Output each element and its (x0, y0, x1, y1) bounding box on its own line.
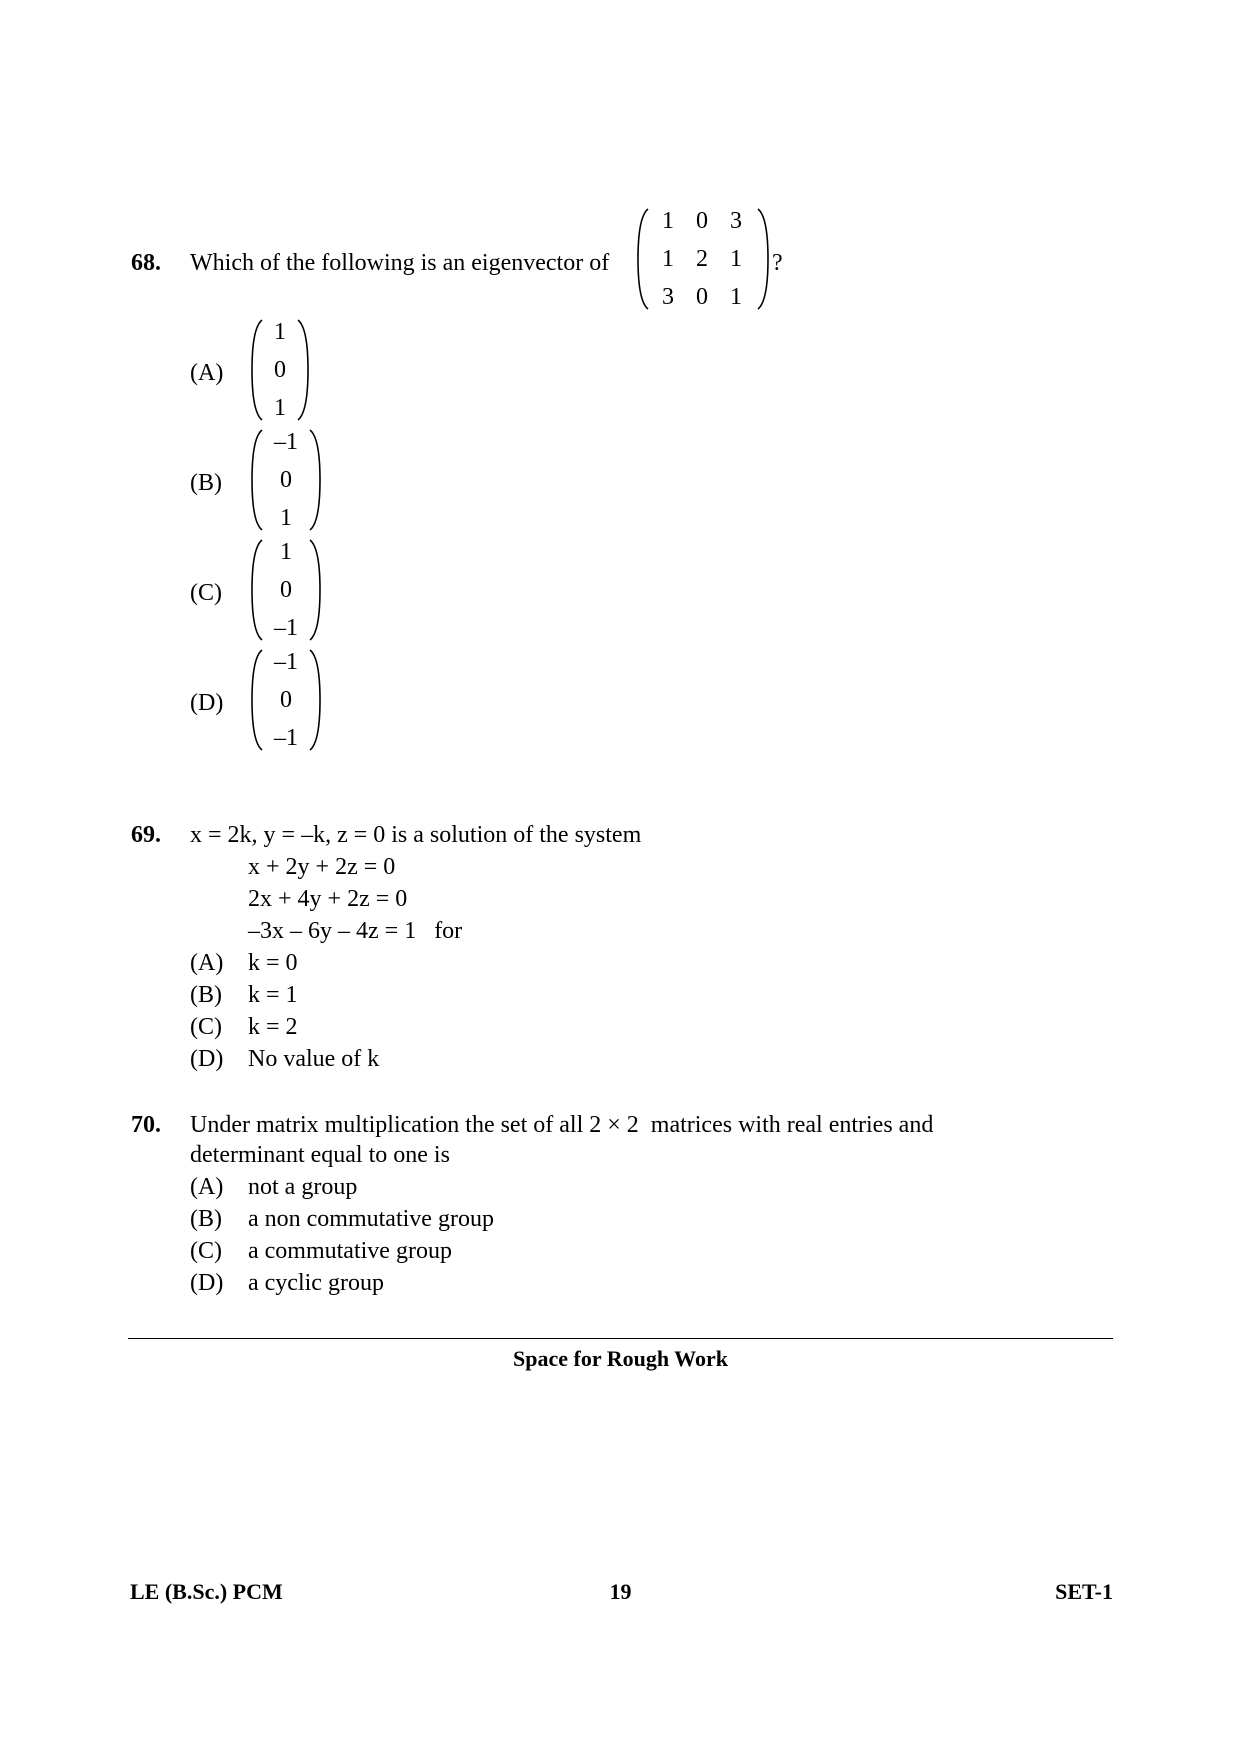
option-69-c-text: k = 2 (248, 1014, 298, 1040)
vector-cell: 0 (280, 687, 292, 713)
option-68-d-label: (D) (190, 690, 224, 716)
vector-right-paren (308, 538, 322, 642)
equation-3: –3x – 6y – 4z = 1 for (248, 918, 463, 944)
vector-cell: 1 (280, 539, 292, 565)
option-70-a-label: (A) (190, 1174, 224, 1200)
matrix-left-paren (636, 207, 650, 311)
question-68-number: 68. (131, 250, 161, 276)
vector-cell: 1 (280, 505, 292, 531)
option-70-b-label: (B) (190, 1206, 222, 1232)
matrix-cell: 3 (662, 284, 674, 310)
option-69-b-text: k = 1 (248, 982, 298, 1008)
vector-cell: –1 (274, 649, 298, 675)
question-68-qmark: ? (772, 250, 783, 276)
equation-2: 2x + 4y + 2z = 0 (248, 886, 408, 912)
vector-right-paren (296, 318, 310, 422)
option-69-d-label: (D) (190, 1046, 224, 1072)
option-68-a-label: (A) (190, 360, 224, 386)
footer-set: SET-1 (1055, 1579, 1113, 1604)
option-69-d-text: No value of k (248, 1046, 380, 1072)
vector-cell: –1 (274, 615, 298, 641)
matrix-cell: 1 (662, 246, 674, 272)
matrix-cell: 1 (730, 284, 742, 310)
vector-cell: 0 (280, 467, 292, 493)
matrix-cell: 2 (696, 246, 708, 272)
option-70-c-text: a commutative group (248, 1238, 452, 1264)
matrix-cell: 0 (696, 284, 708, 310)
matrix-cell: 1 (662, 208, 674, 234)
option-68-c-label: (C) (190, 580, 222, 606)
vector-right-paren (308, 428, 322, 532)
matrix-right-paren (756, 207, 770, 311)
question-68-text: Which of the following is an eigenvector of (190, 250, 610, 276)
option-69-a-label: (A) (190, 950, 224, 976)
vector-cell: 0 (280, 577, 292, 603)
option-70-a-text: not a group (248, 1174, 358, 1200)
rough-work-heading: Space for Rough Work (513, 1346, 728, 1371)
matrix-cell: 0 (696, 208, 708, 234)
question-70-text-line1: Under matrix multiplication the set of all 2 × 2 matrices with real entries and (190, 1112, 934, 1138)
footer-course: LE (B.Sc.) PCM (130, 1579, 283, 1604)
option-68-a-vector (250, 318, 310, 422)
option-70-c-label: (C) (190, 1238, 222, 1264)
equation-1: x + 2y + 2z = 0 (248, 854, 396, 880)
option-68-b-label: (B) (190, 470, 222, 496)
question-70-number: 70. (131, 1112, 161, 1138)
matrix-cell: 3 (730, 208, 742, 234)
vector-cell: 1 (274, 395, 286, 421)
matrix-cell: 1 (730, 246, 742, 272)
option-70-d-label: (D) (190, 1270, 224, 1296)
vector-cell: 1 (274, 319, 286, 345)
option-69-a-text: k = 0 (248, 950, 298, 976)
option-70-b-text: a non commutative group (248, 1206, 494, 1232)
rough-work-divider (128, 1338, 1113, 1339)
vector-cell: 0 (274, 357, 286, 383)
question-69-text: x = 2k, y = –k, z = 0 is a solution of the system (190, 822, 642, 848)
question-69-number: 69. (131, 822, 161, 848)
question-70-text-line2: determinant equal to one is (190, 1142, 450, 1168)
vector-right-paren (308, 648, 322, 752)
question-68-matrix (636, 207, 770, 311)
option-69-c-label: (C) (190, 1014, 222, 1040)
option-69-b-label: (B) (190, 982, 222, 1008)
option-68-d-vector (250, 648, 322, 752)
option-68-c-vector (250, 538, 322, 642)
footer-page-number: 19 (609, 1579, 632, 1604)
vector-cell: –1 (274, 429, 298, 455)
option-70-d-text: a cyclic group (248, 1270, 384, 1296)
vector-cell: –1 (274, 725, 298, 751)
option-68-b-vector (250, 428, 322, 532)
